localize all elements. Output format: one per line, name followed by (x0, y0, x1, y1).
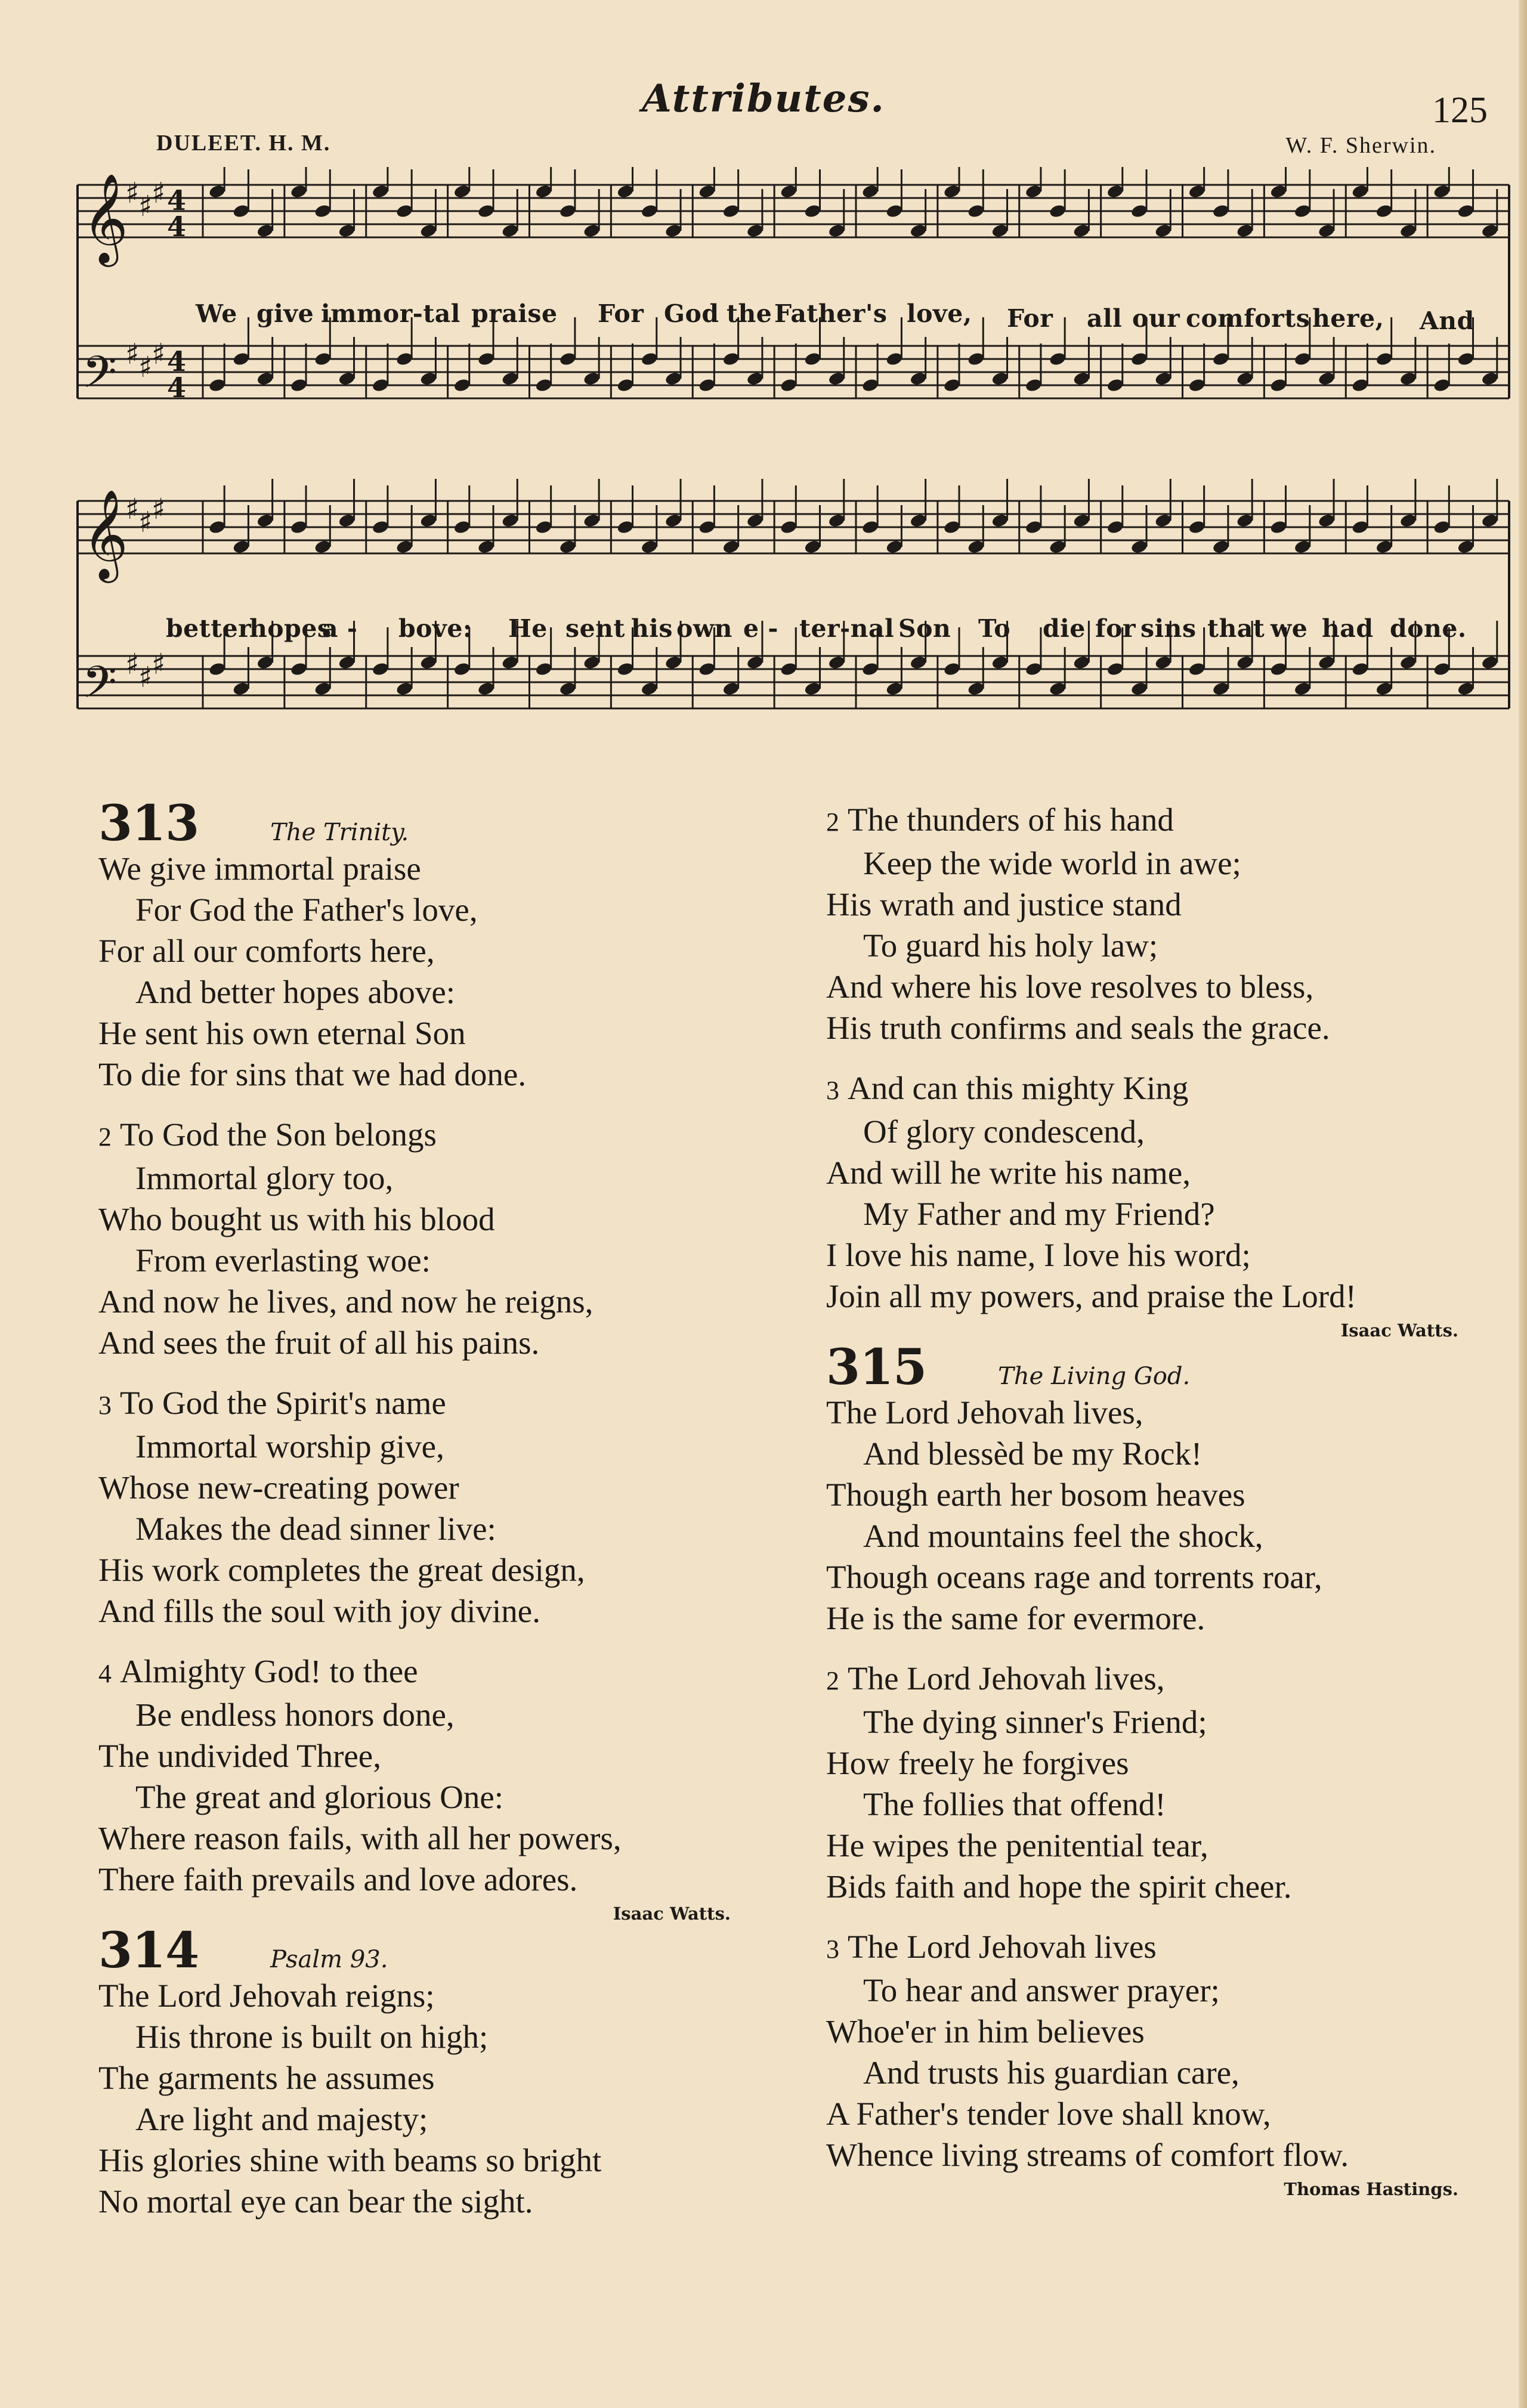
hymn-author: Isaac Watts. (1340, 1320, 1458, 1341)
verse-line: Though earth her bosom heaves (826, 1477, 1245, 1513)
stanza (826, 1392, 1482, 1639)
verse-line: I love his name, I love his word; (826, 1237, 1251, 1273)
verse-line: The Lord Jehovah lives, (826, 1394, 1143, 1431)
verse-line: The follies that offend! (863, 1786, 1166, 1822)
verse-line: Whose new-creating power (98, 1469, 459, 1506)
verse-line: From everlasting woe: (135, 1242, 431, 1279)
hymn-subtitle: Psalm 93. (270, 1946, 388, 1973)
verse-line: His work completes the great design, (98, 1552, 585, 1588)
verse-line: Though oceans rage and torrents roar, (826, 1559, 1322, 1595)
stanza (98, 848, 755, 1095)
verse-line: The undivided Three, (98, 1738, 381, 1774)
verse-line: He is the same for evermore. (826, 1600, 1205, 1636)
hymn-313 (98, 795, 755, 1924)
time-signature-top: 4 (167, 184, 187, 216)
lyric-syllable: had (1322, 614, 1374, 643)
lyric-syllable: Father's (774, 299, 888, 328)
lyric-syllable: give (256, 299, 314, 328)
stanza-number: 3 (826, 1076, 839, 1105)
lyric-syllable: die (1043, 614, 1086, 643)
lyric-syllable: God (664, 299, 719, 328)
lyric-syllable: we (1271, 614, 1308, 643)
composer: W. F. Sherwin. (1285, 133, 1436, 158)
verse-line: His glories shine with beams so bright (98, 2142, 602, 2178)
bass-clef-icon: 𝄢 (82, 657, 117, 719)
hymn-314-continued (826, 799, 1482, 1341)
lyric-syllable: We (196, 299, 237, 328)
lyric-syllable: He (508, 614, 548, 643)
sharp-icon: ♯ (138, 506, 153, 539)
verse-line: And where his love resolves to bless, (826, 968, 1314, 1005)
sharp-icon: ♯ (138, 190, 153, 223)
lyric-syllable: comforts (1186, 304, 1310, 333)
verse-line: The thunders of his hand (848, 801, 1174, 838)
hymn-number: 314 (98, 1922, 199, 1979)
verse-line: No mortal eye can bear the sight. (98, 2183, 533, 2220)
verse-line: His truth confirms and seals the grace. (826, 1010, 1330, 1046)
lyric-syllable: for (1095, 614, 1136, 643)
verse-line: Bids faith and hope the spirit cheer. (826, 1868, 1292, 1905)
verse-line: And sees the fruit of all his pains. (98, 1324, 540, 1361)
sharp-icon: ♯ (138, 661, 153, 694)
lyric-syllable: praise (471, 299, 558, 328)
verse-line: Immortal worship give, (135, 1428, 444, 1465)
stanza (98, 1382, 755, 1632)
verse-line: How freely he forgives (826, 1745, 1129, 1781)
lyric-syllable: love, (907, 299, 972, 328)
verse-line: The garments he assumes (98, 2060, 435, 2096)
verse-line: To hear and answer prayer; (863, 1972, 1220, 2008)
verse-line: Whoe'er in him believes (826, 2013, 1145, 2050)
lyric-syllable: our (1132, 304, 1180, 333)
verse-line: And trusts his guardian care, (863, 2054, 1239, 2091)
page-number: 125 (1432, 90, 1488, 131)
stanza (826, 1926, 1482, 2175)
tune-name: DULEET. H. M. (156, 131, 331, 156)
sharp-icon: ♯ (152, 177, 166, 210)
lyric-syllable: For (598, 299, 644, 328)
stanza-number: 4 (98, 1659, 112, 1688)
treble-clef-icon: 𝄞 (82, 488, 128, 579)
lyric-syllable: that (1207, 614, 1265, 643)
lyric-syllable: his (631, 614, 673, 643)
sharp-icon: ♯ (152, 338, 166, 371)
verse-line: Whence living streams of comfort flow. (826, 2137, 1349, 2173)
verse-line: A Father's tender love shall know, (826, 2096, 1271, 2132)
hymn-number: 315 (826, 1339, 927, 1396)
verse-line: We give immortal praise (98, 850, 421, 887)
lyric-syllable: e - (743, 614, 778, 643)
verse-line: Immortal glory too, (135, 1160, 394, 1196)
verse-line: To die for sins that we had done. (98, 1056, 527, 1092)
verse-line: And mountains feel the shock, (863, 1518, 1263, 1554)
verse-line: Of glory condescend, (863, 1113, 1145, 1150)
hymn-author: Isaac Watts. (613, 1904, 731, 1924)
lyric-syllable: Son (898, 614, 951, 643)
time-signature-bottom: 4 (167, 211, 187, 243)
hymn-314 (98, 1922, 755, 2222)
lyric-syllable: a - (322, 614, 358, 643)
verse-line: Almighty God! to thee (120, 1653, 418, 1689)
music-score (0, 167, 1527, 799)
verse-line: Are light and majesty; (135, 2101, 428, 2137)
stanza-number: 2 (826, 1666, 839, 1695)
verse-line: His throne is built on high; (135, 2019, 489, 2055)
stanza (826, 1067, 1482, 1317)
bass-clef-icon: 𝄢 (82, 346, 117, 409)
verse-line: Be endless honors done, (135, 1697, 455, 1733)
sharp-icon: ♯ (152, 648, 166, 681)
verse-line: For all our comforts here, (98, 933, 435, 969)
lyric-syllable: sins (1140, 614, 1197, 643)
verse-line: There faith prevails and love adores. (98, 1861, 578, 1898)
sharp-icon: ♯ (125, 648, 140, 681)
section-title: Attributes. (642, 76, 885, 121)
hymn-number: 313 (98, 795, 199, 852)
sharp-icon: ♯ (152, 493, 166, 526)
verse-line: And now he lives, and now he reigns, (98, 1283, 594, 1320)
verse-line: And will he write his name, (826, 1155, 1191, 1191)
verse-line: The Lord Jehovah reigns; (98, 1977, 435, 2014)
lyric-syllable: done. (1390, 614, 1467, 643)
verse-line: For God the Father's love, (135, 892, 478, 928)
lyric-syllable: ter-nal (799, 614, 895, 643)
verse-line: Where reason fails, with all her powers, (98, 1820, 622, 1856)
lyric-syllable: And (1420, 307, 1475, 335)
lyric-syllable: own (676, 614, 732, 643)
hymn-author: Thomas Hastings. (1284, 2179, 1458, 2199)
verse-line: His wrath and justice stand (826, 886, 1182, 923)
lyric-syllable: bove: (398, 614, 472, 643)
lyric-syllable: To (978, 614, 1011, 643)
verse-line: He wipes the penitential tear, (826, 1827, 1208, 1864)
verse-line: And blessèd be my Rock! (863, 1435, 1203, 1472)
stanza-number: 2 (98, 1122, 112, 1152)
lyric-syllable: hopes (249, 614, 332, 643)
lyric-syllable: here, (1312, 304, 1384, 333)
verse-line: The dying sinner's Friend; (863, 1704, 1207, 1740)
time-signature-top: 4 (167, 345, 187, 377)
verse-line: He sent his own eternal Son (98, 1015, 466, 1051)
verse-line: The great and glorious One: (135, 1779, 504, 1815)
treble-clef-icon: 𝄞 (82, 172, 128, 263)
verse-line: And fills the soul with joy divine. (98, 1593, 540, 1629)
time-signature-bottom: 4 (167, 372, 187, 404)
sharp-icon: ♯ (125, 493, 140, 526)
lyric-syllable: better (166, 614, 252, 643)
right-column (826, 799, 1482, 2199)
hymn-subtitle: The Living God. (998, 1363, 1191, 1390)
stanza (98, 1114, 755, 1363)
verse-line: To guard his holy law; (863, 927, 1158, 964)
verse-line: To God the Son belongs (120, 1116, 437, 1153)
sharp-icon: ♯ (125, 338, 140, 371)
verse-line: And can this mighty King (848, 1070, 1189, 1106)
stanza-number: 3 (98, 1391, 112, 1420)
verse-line: Makes the dead sinner live: (135, 1511, 496, 1547)
stanza-number: 3 (826, 1935, 839, 1964)
verse-line: The Lord Jehovah lives (848, 1929, 1157, 1965)
left-column (98, 795, 755, 2222)
verse-line: My Father and my Friend? (863, 1196, 1215, 1232)
stanza (826, 1658, 1482, 1907)
stanza (98, 1975, 755, 2222)
lyric-syllable: For (1007, 304, 1053, 333)
verse-line: To God the Spirit's name (120, 1385, 446, 1421)
sharp-icon: ♯ (125, 177, 140, 210)
verse-line: And better hopes above: (135, 974, 456, 1010)
hymn-315 (826, 1339, 1482, 2199)
stanza-number: 2 (826, 807, 839, 837)
stanza (98, 1651, 755, 1900)
lyric-syllable: immor-tal (321, 299, 460, 328)
verse-line: Who bought us with his blood (98, 1201, 495, 1237)
stanza (826, 799, 1482, 1048)
lyric-syllable: the (727, 299, 772, 328)
verse-line: Keep the wide world in awe; (863, 845, 1241, 881)
lyric-syllable: all (1087, 304, 1123, 333)
verse-line: Join all my powers, and praise the Lord! (826, 1278, 1356, 1314)
hymn-subtitle: The Trinity. (270, 819, 409, 846)
sharp-icon: ♯ (138, 351, 153, 384)
verse-line: The Lord Jehovah lives, (848, 1660, 1165, 1697)
lyric-syllable: sent (565, 614, 625, 643)
